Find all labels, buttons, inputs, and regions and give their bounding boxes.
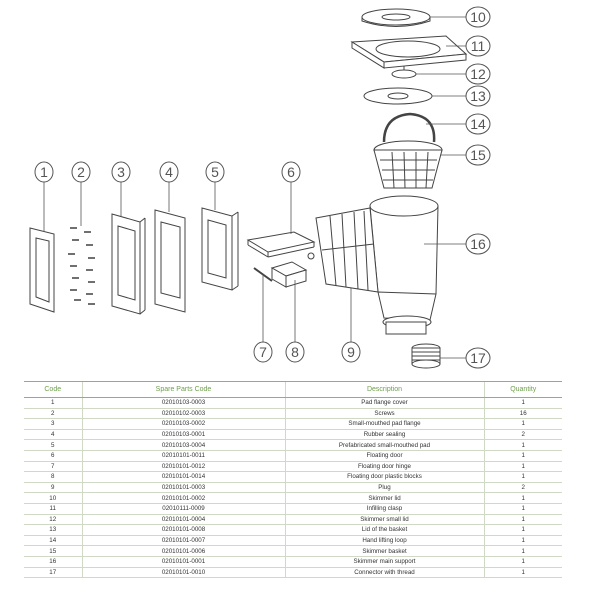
part-5-prefab-pad <box>202 208 238 290</box>
cell-code: 16 <box>24 556 82 567</box>
cell-spare-parts-code: 02010101-0001 <box>82 556 285 567</box>
cell-quantity: 1 <box>484 535 562 546</box>
cell-code: 17 <box>24 567 82 578</box>
callout-7 <box>254 342 272 362</box>
table-row <box>24 546 562 557</box>
callout-14 <box>466 114 490 134</box>
cell-spare-parts-code: 02010101-0010 <box>82 567 285 578</box>
part-4-rubber-sealing <box>155 210 185 312</box>
cell-spare-parts-code: 02010101-0011 <box>82 450 285 461</box>
cell-spare-parts-code: 02010101-0004 <box>82 514 285 525</box>
cell-description: Infilling clasp <box>285 503 484 514</box>
cell-spare-parts-code: 02010101-0014 <box>82 472 285 483</box>
part-11-square-frame <box>352 36 466 68</box>
callout-8 <box>286 342 304 362</box>
cell-code: 15 <box>24 546 82 557</box>
cell-code: 8 <box>24 472 82 483</box>
cell-description: Skimmer small lid <box>285 514 484 525</box>
cell-quantity: 1 <box>484 556 562 567</box>
cell-code: 3 <box>24 419 82 430</box>
table-row <box>24 461 562 472</box>
part-6-floating-door <box>248 232 314 257</box>
cell-spare-parts-code: 02010103-0002 <box>82 419 285 430</box>
svg-text:12: 12 <box>470 66 486 82</box>
cell-spare-parts-code: 02010101-0002 <box>82 493 285 504</box>
spare-parts-table <box>24 381 562 578</box>
svg-text:7: 7 <box>259 344 267 360</box>
cell-code: 4 <box>24 429 82 440</box>
part-17-connector <box>412 344 440 368</box>
cell-quantity: 1 <box>484 461 562 472</box>
svg-text:13: 13 <box>470 88 486 104</box>
cell-spare-parts-code: 02010102-0003 <box>82 408 285 419</box>
callout-12 <box>466 64 490 84</box>
callout-15 <box>466 145 490 165</box>
svg-text:11: 11 <box>470 38 486 54</box>
svg-text:14: 14 <box>470 116 486 132</box>
cell-quantity: 1 <box>484 503 562 514</box>
col-header-quantity: Quantity <box>484 382 562 398</box>
table-row <box>24 472 562 483</box>
table-body <box>24 398 562 578</box>
svg-text:9: 9 <box>347 344 355 360</box>
part-1-pad-flange-cover <box>30 228 54 312</box>
cell-spare-parts-code: 02010101-0007 <box>82 535 285 546</box>
svg-text:4: 4 <box>165 164 173 180</box>
cell-spare-parts-code: 02010103-0003 <box>82 398 285 409</box>
part-15-basket <box>374 141 442 188</box>
cell-description: Plug <box>285 482 484 493</box>
cell-code: 14 <box>24 535 82 546</box>
svg-text:5: 5 <box>211 164 219 180</box>
svg-text:15: 15 <box>470 147 486 163</box>
svg-text:2: 2 <box>77 164 85 180</box>
cell-quantity: 1 <box>484 419 562 430</box>
part-13-basket-lid <box>364 88 432 104</box>
cell-spare-parts-code: 02010101-0012 <box>82 461 285 472</box>
part-8-plastic-block <box>272 262 306 287</box>
svg-text:6: 6 <box>287 164 295 180</box>
table-row <box>24 429 562 440</box>
cell-code: 5 <box>24 440 82 451</box>
cell-code: 11 <box>24 503 82 514</box>
table-row <box>24 567 562 578</box>
svg-text:17: 17 <box>470 350 486 366</box>
part-3-pad-flange <box>112 214 145 314</box>
callout-16 <box>466 234 490 254</box>
callout-3 <box>112 162 130 182</box>
cell-spare-parts-code: 02010103-0004 <box>82 440 285 451</box>
cell-quantity: 1 <box>484 514 562 525</box>
callout-6 <box>282 162 300 182</box>
cell-description: Rubber sealing <box>285 429 484 440</box>
svg-text:1: 1 <box>40 164 48 180</box>
cell-description: Screws <box>285 408 484 419</box>
cell-code: 9 <box>24 482 82 493</box>
cell-code: 1 <box>24 398 82 409</box>
table-row <box>24 493 562 504</box>
cell-spare-parts-code: 02010101-0008 <box>82 525 285 536</box>
cell-spare-parts-code: 02010103-0001 <box>82 429 285 440</box>
svg-text:16: 16 <box>470 236 486 252</box>
cell-description: Floating door <box>285 450 484 461</box>
cell-quantity: 1 <box>484 493 562 504</box>
table-row <box>24 525 562 536</box>
table-row <box>24 398 562 409</box>
callout-2 <box>72 162 90 182</box>
table-row <box>24 450 562 461</box>
cell-quantity: 2 <box>484 429 562 440</box>
cell-description: Skimmer main support <box>285 556 484 567</box>
table-row <box>24 556 562 567</box>
table-row <box>24 503 562 514</box>
callout-10 <box>466 7 490 27</box>
cell-quantity: 1 <box>484 398 562 409</box>
cell-description: Small-mouthed pad flange <box>285 419 484 430</box>
svg-text:10: 10 <box>470 9 486 25</box>
cell-description: Floating door plastic blocks <box>285 472 484 483</box>
cell-code: 13 <box>24 525 82 536</box>
callout-9 <box>342 342 360 362</box>
cell-code: 12 <box>24 514 82 525</box>
table-header-row <box>24 382 562 398</box>
part-14-handle <box>384 114 434 142</box>
cell-description: Pad flange cover <box>285 398 484 409</box>
table-row <box>24 440 562 451</box>
cell-quantity: 2 <box>484 482 562 493</box>
cell-description: Floating door hinge <box>285 461 484 472</box>
cell-spare-parts-code: 02010101-0006 <box>82 546 285 557</box>
table-row <box>24 514 562 525</box>
cell-spare-parts-code: 02010101-0003 <box>82 482 285 493</box>
cell-quantity: 16 <box>484 408 562 419</box>
cell-quantity: 1 <box>484 525 562 536</box>
cell-quantity: 1 <box>484 440 562 451</box>
cell-quantity: 1 <box>484 472 562 483</box>
cell-description: Lid of the basket <box>285 525 484 536</box>
cell-description: Prefabricated small-mouthed pad <box>285 440 484 451</box>
cell-code: 2 <box>24 408 82 419</box>
callout-11 <box>466 36 490 56</box>
callout-17 <box>466 348 490 368</box>
cell-description: Skimmer basket <box>285 546 484 557</box>
col-header-spare-parts-code: Spare Parts Code <box>82 382 285 398</box>
part-2-screws <box>68 228 95 304</box>
cell-quantity: 1 <box>484 567 562 578</box>
cell-quantity: 1 <box>484 450 562 461</box>
col-header-description: Description <box>285 382 484 398</box>
col-header-code: Code <box>24 382 82 398</box>
callout-13 <box>466 86 490 106</box>
cell-description: Hand lifting loop <box>285 535 484 546</box>
cell-spare-parts-code: 02010111-0009 <box>82 503 285 514</box>
callout-1 <box>35 162 53 182</box>
part-10-skimmer-lid <box>362 9 430 27</box>
svg-text:3: 3 <box>117 164 125 180</box>
svg-text:8: 8 <box>291 344 299 360</box>
cell-code: 10 <box>24 493 82 504</box>
cell-description: Skimmer lid <box>285 493 484 504</box>
table-row <box>24 482 562 493</box>
part-16-skimmer-body <box>316 196 438 334</box>
table-row <box>24 408 562 419</box>
table-row <box>24 535 562 546</box>
cell-quantity: 1 <box>484 546 562 557</box>
cell-code: 7 <box>24 461 82 472</box>
table-row <box>24 419 562 430</box>
cell-description: Connector with thread <box>285 567 484 578</box>
callout-5 <box>206 162 224 182</box>
cell-code: 6 <box>24 450 82 461</box>
callout-4 <box>160 162 178 182</box>
